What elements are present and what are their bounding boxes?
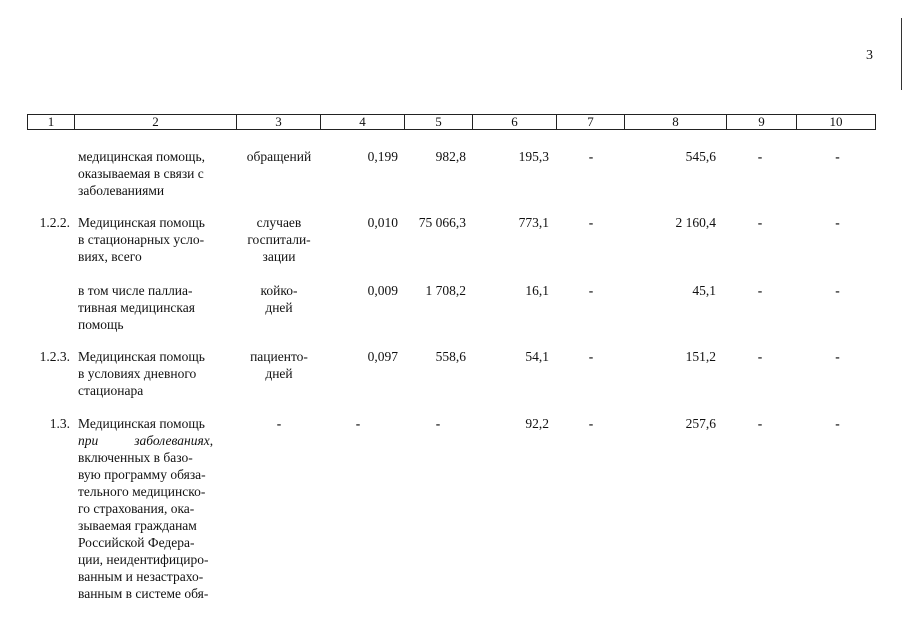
row-col-5: 1 708,2 [425, 283, 466, 298]
row-col-6: 92,2 [525, 416, 549, 431]
row-col-5: - [435, 416, 441, 431]
row-unit: - [276, 416, 282, 431]
row-col-6: 16,1 [525, 283, 549, 298]
row-col-7: - [588, 283, 594, 298]
row-col-9: - [757, 349, 763, 364]
row-col-7: - [588, 149, 594, 164]
row-number: 1.2.3. [39, 349, 70, 364]
row-number: 1.2.2. [39, 215, 70, 230]
row-col-8: 45,1 [692, 283, 716, 298]
header-col-6: 6 [473, 115, 557, 129]
row-col-9: - [757, 215, 763, 230]
header-col-8: 8 [625, 115, 727, 129]
row-unit: случаев госпитали- зации [247, 215, 311, 264]
header-col-7: 7 [557, 115, 625, 129]
row-unit: койко- дней [260, 283, 298, 315]
row-col-10: - [835, 349, 840, 364]
row-col-4: 0,199 [367, 149, 398, 164]
row-col-7: - [588, 215, 594, 230]
row-col-9: - [757, 416, 763, 431]
row-col-4: 0,010 [367, 215, 398, 230]
header-col-2: 2 [75, 115, 237, 129]
header-col-3: 3 [237, 115, 321, 129]
row-col-5: 982,8 [435, 149, 466, 164]
row-name: в том числе паллиа- тивная медицинская помощь [78, 283, 195, 332]
row-col-8: 151,2 [685, 349, 716, 364]
row-number: 1.3. [49, 416, 70, 431]
row-col-9: - [757, 283, 763, 298]
row-col-7: - [588, 349, 594, 364]
row-col-6: 195,3 [518, 149, 549, 164]
row-col-4: - [355, 416, 361, 431]
row-name: Медицинская помощь в стационарных усло- виях, всего [78, 215, 205, 264]
row-col-8: 545,6 [685, 149, 716, 164]
row-col-10: - [835, 149, 840, 164]
row-col-5: 75 066,3 [418, 215, 466, 230]
row-col-10: - [835, 215, 840, 230]
row-col-10: - [835, 416, 840, 431]
row-col-6: 773,1 [518, 215, 549, 230]
row-col-9: - [757, 149, 763, 164]
header-col-10: 10 [829, 114, 843, 129]
row-unit: пациенто- дней [250, 349, 308, 381]
row-col-4: 0,097 [367, 349, 398, 364]
row-col-8: 257,6 [685, 416, 716, 431]
table-header-row [27, 114, 876, 130]
header-col-9: 9 [727, 115, 797, 129]
row-name: Медицинская помощь при заболеваниях, включенных в базо- вую программу обяза- тельного медицинско- го страхования, ока- зываемая гражданам Российской Федера- ции, неидентифициро- ванным и незастрахо- ванным в системе обя- [78, 416, 214, 601]
header-col-5: 5 [405, 115, 473, 129]
row-col-7: - [588, 416, 594, 431]
row-col-8: 2 160,4 [675, 215, 716, 230]
row-col-5: 558,6 [435, 349, 466, 364]
page-number: 3 [866, 48, 873, 63]
row-unit: обращений [246, 149, 312, 164]
row-col-6: 54,1 [525, 349, 549, 364]
row-col-10: - [835, 283, 840, 298]
header-col-1: 1 [28, 115, 75, 129]
row-name: медицинская помощь, оказываемая в связи с заболеваниями [78, 149, 205, 198]
page-edge-line [901, 18, 902, 90]
row-col-4: 0,009 [367, 283, 398, 298]
row-name: Медицинская помощь в условиях дневного стационара [78, 349, 205, 398]
header-col-4: 4 [321, 115, 405, 129]
